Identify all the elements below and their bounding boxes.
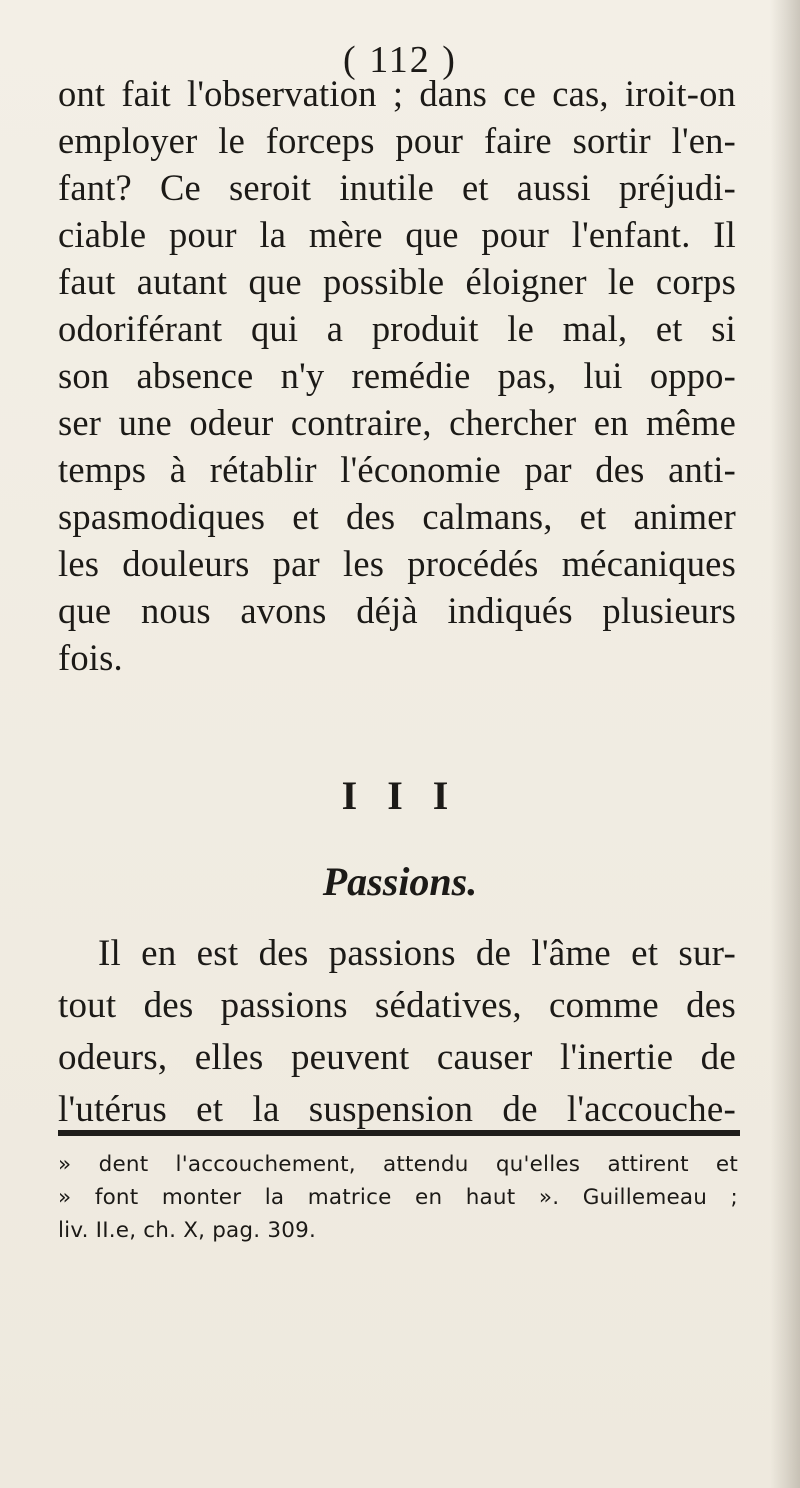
body-line-last: fois. [58, 637, 123, 678]
footnote-line: » font monter la matrice en haut ». Guillemeau ; [58, 1185, 738, 1210]
body-line: que nous avons déjà indiqués plusieurs [58, 590, 736, 631]
section-line: tout des passions sédatives, comme des [58, 985, 736, 1026]
footnote-line-last: liv. II.e, ch. X, pag. 309. [58, 1218, 317, 1243]
footnote-line: » dent l'accouchement, attendu qu'elles attirent et [58, 1152, 738, 1177]
body-paragraph [58, 70, 736, 681]
body-line: odoriférant qui a produit le mal, et si [58, 308, 736, 349]
body-line: son absence n'y remédie pas, lui oppo- [58, 355, 736, 396]
body-line: ont fait l'observation ; dans ce cas, iroit-on [58, 73, 736, 114]
body-line: fant? Ce seroit inutile et aussi préjudi- [58, 167, 736, 208]
page-number: ( 112 ) [343, 39, 457, 81]
section-paragraph [58, 928, 736, 1136]
body-line: employer le forceps pour faire sortir l'en- [58, 120, 736, 161]
section-line: Il en est des passions de l'âme et sur- [98, 933, 736, 974]
body-line: spasmodiques et des calmans, et animer [58, 496, 736, 537]
section-line: l'utérus et la suspension de l'accouche- [58, 1089, 736, 1130]
body-line: ser une odeur contraire, chercher en même [58, 402, 736, 443]
section-title: Passions. [322, 859, 478, 904]
section-line: odeurs, elles peuvent causer l'inertie de [58, 1037, 736, 1078]
body-line: les douleurs par les procédés mécaniques [58, 543, 736, 584]
body-line: faut autant que possible éloigner le corps [58, 261, 736, 302]
footnote [58, 1148, 738, 1247]
section-number: I I I [341, 773, 459, 818]
body-line: temps à rétablir l'économie par des anti- [58, 449, 736, 490]
footnote-rule [58, 1130, 740, 1136]
body-line: ciable pour la mère que pour l'enfant. Il [58, 214, 736, 255]
